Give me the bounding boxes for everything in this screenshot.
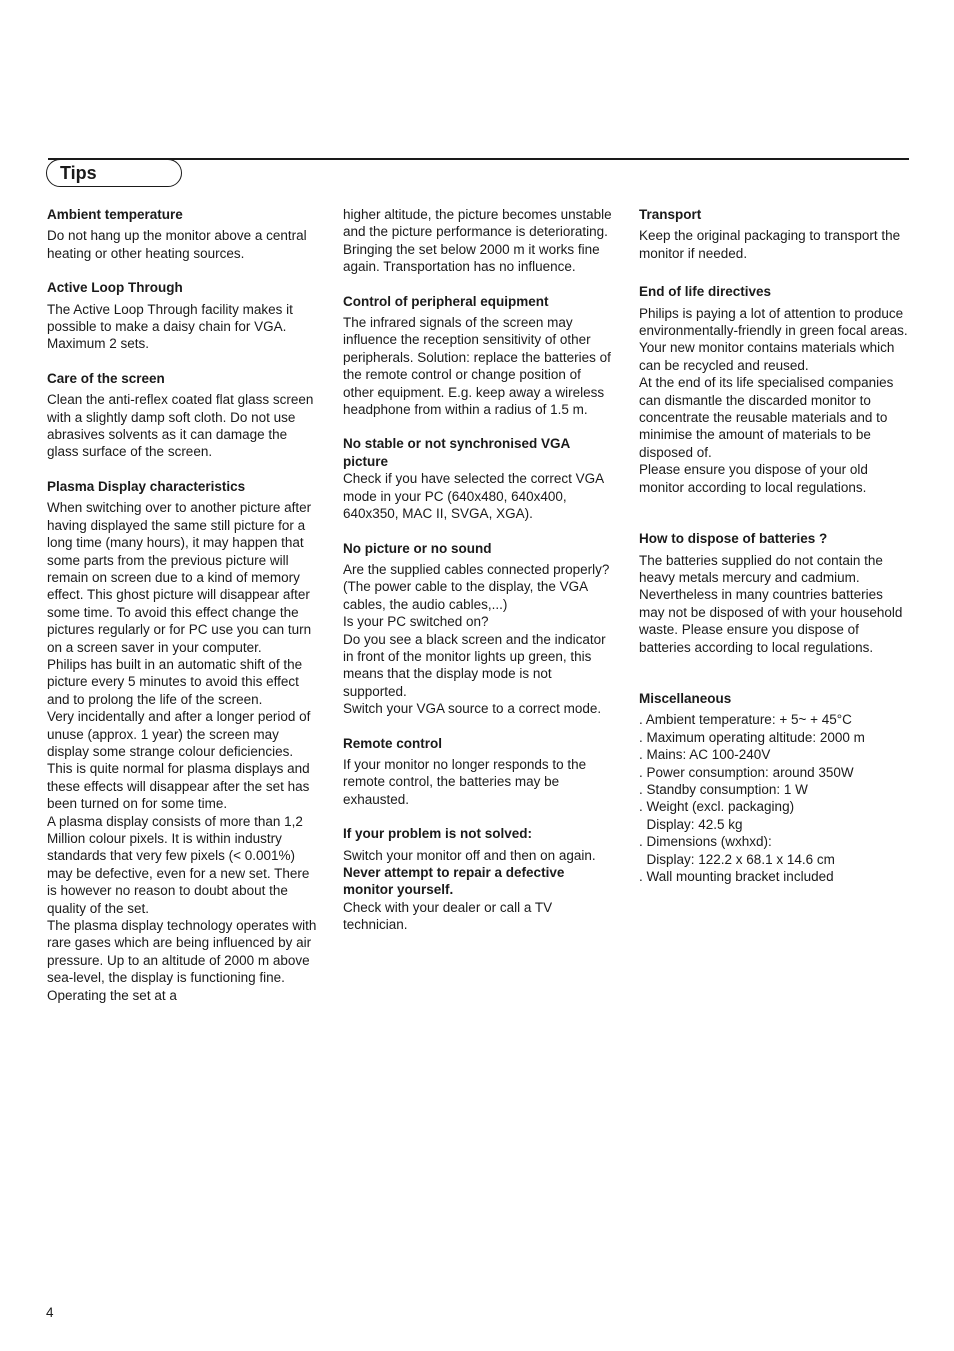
section-title: Remote control xyxy=(343,735,443,751)
paragraph: Is your PC switched on? xyxy=(343,614,489,630)
paragraph: A plasma display consists of more than 1,2 Million colour pixels. It is within industry standards that very few pixels (< 0.001%) may be defective, even for a new set. There is however no reason to doubt about the quality of the set. xyxy=(47,813,310,916)
section-end-of-life xyxy=(639,283,909,496)
list-item: . Dimensions (wxhxd): xyxy=(639,834,772,850)
section-title: End of life directives xyxy=(639,284,772,300)
section-miscellaneous xyxy=(639,690,909,885)
section-remote-control xyxy=(343,735,613,809)
list-item: . Weight (excl. packaging) xyxy=(639,799,795,815)
page-number: 4 xyxy=(46,1305,54,1320)
warning-text: Never attempt to repair a defective monitor yourself. xyxy=(343,865,565,898)
section-no-picture xyxy=(343,540,613,718)
section-title: Miscellaneous xyxy=(639,690,732,706)
header-rule xyxy=(48,158,909,160)
paragraph: Very incidentally and after a longer period of unuse (approx. 1 year) the screen may display some strange colour deficiencies. This is quite normal for plasma displays and these effects will disappear after the set has been turned on for some time. xyxy=(47,709,311,812)
paragraph: higher altitude, the picture becomes unstable and the picture performance is deteriorating. Bringing the set below 2000 m it works fine again. Transportation has no influence. xyxy=(343,207,612,275)
paragraph: Do you see a black screen and the indicator in front of the monitor lights up green, this means that the display mode is not supported. xyxy=(343,631,606,699)
section-problem-not-solved xyxy=(343,825,613,933)
list-item: . Standby consumption: 1 W xyxy=(639,781,808,797)
section-vga-picture xyxy=(343,435,613,522)
list-item: . Mains: AC 100-240V xyxy=(639,747,771,763)
tab-title: Tips xyxy=(60,163,97,183)
column-2 xyxy=(343,206,613,951)
list-item: . Wall mounting bracket included xyxy=(639,869,834,884)
paragraph: When switching over to another picture after having displayed the same still picture for a long time (many hours), it may happen that some parts from the previous picture will remain on screen due to a kind of memory effect. This ghost picture will disappear after some time. To avoid this effect change the pictures regularly or for PC use you can turn on a screen saver in your computer. xyxy=(47,500,312,655)
section-title: Ambient temperature xyxy=(47,207,183,222)
section-plasma-characteristics xyxy=(47,478,317,1004)
section-care-of-screen xyxy=(47,370,317,461)
section-text: If your monitor no longer responds to the remote control, the batteries may be exhausted. xyxy=(343,756,587,807)
paragraph: Please ensure you dispose of your old monitor according to local regulations. xyxy=(639,462,868,495)
section-title: How to dispose of batteries ? xyxy=(639,531,828,547)
column-3 xyxy=(639,206,909,902)
paragraph: Are the supplied cables connected properly? (The power cable to the display, the VGA cables, the audio cables,...) xyxy=(343,561,610,612)
section-title: Care of the screen xyxy=(47,370,165,386)
spec-list xyxy=(639,711,909,885)
section-peripheral-equipment xyxy=(343,293,613,419)
section-text: Check if you have selected the correct VGA mode in your PC (640x480, 640x400, 640x350, MAC II, SVGA, XGA). xyxy=(343,471,604,522)
paragraph: Switch your monitor off and then on again. xyxy=(343,847,596,863)
list-item: . Power consumption: around 350W xyxy=(639,764,854,780)
section-title: Control of peripheral equipment xyxy=(343,293,549,309)
section-title: If your problem is not solved: xyxy=(343,826,533,842)
list-item: . Ambient temperature: + 5~ + 45°C xyxy=(639,712,852,728)
section-text: The infrared signals of the screen may influence the reception sensitivity of other peripherals. Solution: replace the batteries of the remote control or change position of other equipment. E.g. keep away a wireless headphone from within a radius of 1.5 m. xyxy=(343,315,611,418)
column-1 xyxy=(47,206,317,1021)
section-text: The Active Loop Through facility makes it possible to make a daisy chain for VGA. Maximum 2 sets. xyxy=(47,301,293,352)
section-title: Transport xyxy=(639,207,702,222)
list-item: Display: 42.5 kg xyxy=(639,816,743,832)
section-text: The batteries supplied do not contain the heavy metals mercury and cadmium. Nevertheless in many countries batteries may not be disposed of with your household waste. Please ensure you dispose of batteries according to local regulations. xyxy=(639,552,903,655)
section-title: Plasma Display characteristics xyxy=(47,478,246,494)
section-title: No stable or not synchronised VGA picture xyxy=(343,436,570,469)
section-title: Active Loop Through xyxy=(47,280,183,296)
paragraph: Switch your VGA source to a correct mode. xyxy=(343,701,602,717)
paragraph: The plasma display technology operates with rare gases which are being influenced by air pressure. Up to an altitude of 2000 m above sea-level, the display is functioning fine. Operating the set at a xyxy=(47,918,317,1003)
section-plasma-continuation xyxy=(343,206,613,276)
section-tab xyxy=(46,159,182,187)
section-transport xyxy=(639,206,909,262)
paragraph: Philips is paying a lot of attention to produce environmentally-friendly in green focal areas. Your new monitor contains materials which can be recycled and reused. xyxy=(639,305,908,373)
list-item: . Maximum operating altitude: 2000 m xyxy=(639,729,865,745)
section-title: No picture or no sound xyxy=(343,540,492,556)
section-ambient-temperature xyxy=(47,206,317,262)
section-active-loop-through xyxy=(47,279,317,353)
section-dispose-batteries xyxy=(639,530,909,656)
section-text: Clean the anti-reflex coated flat glass screen with a slightly damp soft cloth. Do not use abrasives solvents as it can damage the glass surface of the screen. xyxy=(47,392,314,460)
paragraph: Philips has built in an automatic shift of the picture every 5 minutes to avoid this effect and to prolong the life of the screen. xyxy=(47,656,303,707)
paragraph: At the end of its life specialised companies can dismantle the discarded monitor to concentrate the reusable materials and to minimise the amount of materials to be disposed of. xyxy=(639,375,894,460)
paragraph: Check with your dealer or call a TV technician. xyxy=(343,899,553,933)
list-item: Display: 122.2 x 68.1 x 14.6 cm xyxy=(639,851,835,867)
section-text: Do not hang up the monitor above a central heating or other heating sources. xyxy=(47,228,307,261)
section-text: Keep the original packaging to transport the monitor if needed. xyxy=(639,228,901,261)
